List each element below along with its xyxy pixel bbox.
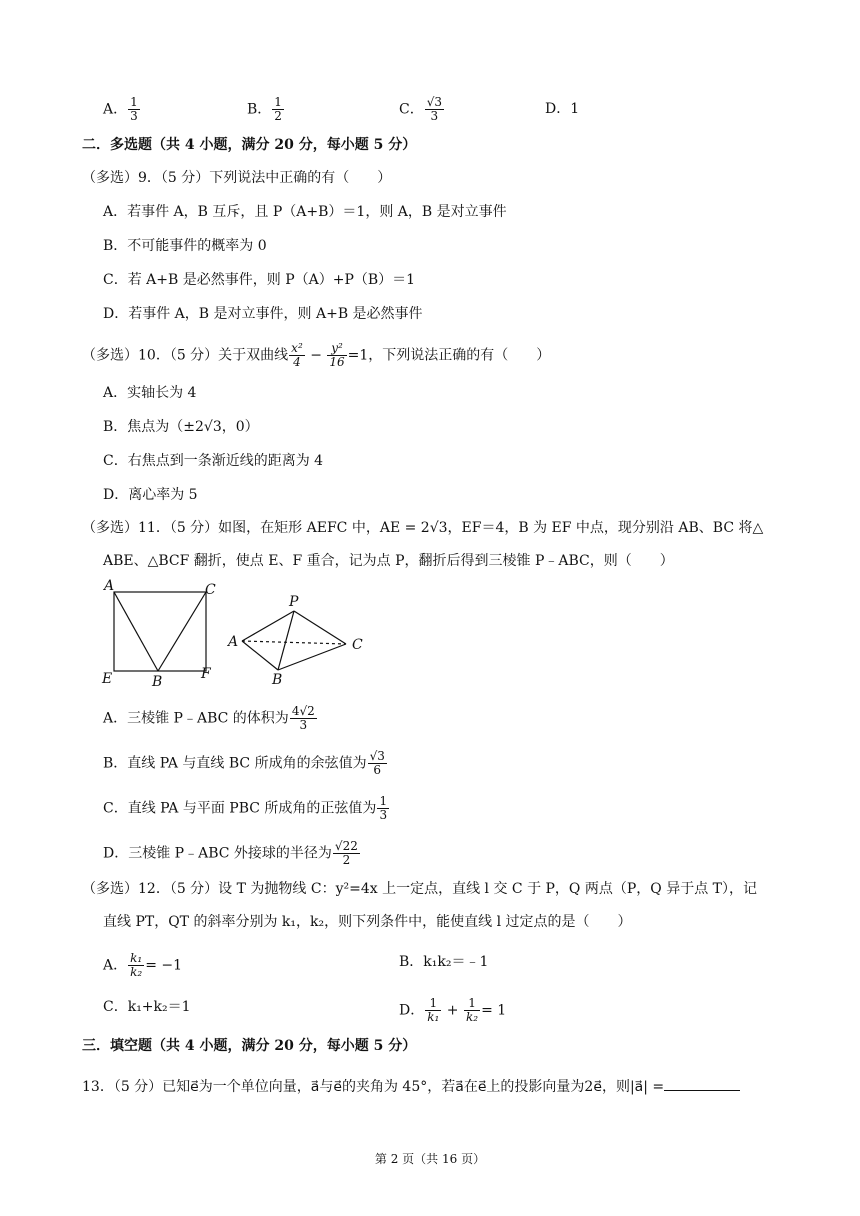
label-e: E xyxy=(102,671,113,687)
q10-option-a: A．实轴长为 4 xyxy=(103,385,197,401)
q10-option-c: C．右焦点到一条渐近线的距离为 4 xyxy=(103,453,324,469)
q12-option-b: B．k₁k₂＝﹣1 xyxy=(399,954,489,970)
q8-option-b: B． $\frac{1}{2}$ xyxy=(247,95,282,123)
label-b: B xyxy=(152,674,163,690)
q9-option-c: C．若 A+B 是必然事件，则 P（A）+P（B）＝1 xyxy=(103,272,416,288)
q11-stem-line2: ABE、△BCF 翻折，使点 E、F 重合，记为点 P，翻折后得到三棱锥 P﹣ABC，则（ ） xyxy=(103,553,674,569)
label-a: A xyxy=(104,578,115,594)
label-c-3d: C xyxy=(352,637,363,653)
q9-option-a: A．若事件 A，B 互斥，且 P（A+B）＝1，则 A，B 是对立事件 xyxy=(103,204,507,220)
q10-stem: （多选）10．（5 分）关于双曲线 $\frac{\text{x²}}{4}$ − $\frac{\text{y²}}{16}$ =1，下列说法正确的有（ ） xyxy=(82,341,551,369)
segment-ab-3d xyxy=(242,641,278,670)
answer-blank[interactable] xyxy=(664,1076,740,1091)
q11-option-c: C．直线 PA 与平面 PBC 所成角的正弦值为 $\frac{1}{3}$ xyxy=(103,794,388,822)
section-heading-multiple-choice: 二．多选题（共 4 小题，满分 20 分，每小题 5 分） xyxy=(82,137,417,153)
segment-ac-hidden xyxy=(242,641,346,644)
q12-option-c: C．k₁+k₂＝1 xyxy=(103,999,191,1015)
segment-cb xyxy=(158,592,206,671)
segment-pb xyxy=(278,611,294,670)
segment-ap xyxy=(242,611,294,641)
q8-option-a: A． $\frac{1}{3}$ xyxy=(103,95,138,123)
label-f: F xyxy=(201,666,211,682)
label-p: P xyxy=(289,594,299,610)
q11-option-b: B．直线 PA 与直线 BC 所成角的余弦值为 $\frac{√3}{6}$ xyxy=(103,749,385,777)
q11-stem-line1: （多选）11．（5 分）如图，在矩形 AEFC 中，AE = 2√3，EF＝4，B 为 EF 中点，现分别沿 AB、BC 将△ xyxy=(82,520,764,536)
q12-stem-line1: （多选）12．（5 分）设 T 为抛物线 C：y²=4x 上一定点，直线 l 交 C 于 P，Q 两点（P，Q 异于点 T），记 xyxy=(82,881,757,897)
q8-option-c: C． $\frac{√3}{3}$ xyxy=(399,95,442,123)
segment-bc-3d xyxy=(278,644,346,670)
q13-stem: 13．（5 分）已知e⃗为一个单位向量，a⃗与e⃗的夹角为 45°，若a⃗在e⃗上的投影向量为2e⃗，则|a⃗| = xyxy=(82,1076,740,1097)
q12-option-a: A． $\frac{\text{k₁}}{\text{k₂}}$ = −1 xyxy=(103,951,183,979)
segment-pc xyxy=(294,611,346,644)
section-heading-fill-in: 三．填空题（共 4 小题，满分 20 分，每小题 5 分） xyxy=(82,1038,417,1054)
q10-option-b: B．焦点为（±2√3，0） xyxy=(103,419,259,435)
q9-option-d: D．若事件 A，B 是对立事件，则 A+B 是必然事件 xyxy=(103,306,423,322)
segment-ab xyxy=(114,592,158,671)
q10-option-d: D．离心率为 5 xyxy=(103,487,198,503)
q11-option-d: D．三棱锥 P﹣ABC 外接球的半径为 $\frac{√22}{2}$ xyxy=(103,839,358,867)
label-c: C xyxy=(205,582,216,598)
q9-option-b: B．不可能事件的概率为 0 xyxy=(103,238,267,254)
q8-option-d: D．1 xyxy=(545,101,580,117)
q12-stem-line2: 直线 PT，QT 的斜率分别为 k₁，k₂，则下列条件中，能使直线 l 过定点的是（ ） xyxy=(103,914,632,930)
q12-option-d: D． $\frac{1}{\text{k₁}}$ + $\frac{1}{\text{k₂}}$ = 1 xyxy=(399,996,507,1024)
rectangle-aefc xyxy=(114,592,206,671)
label-b-3d: B xyxy=(272,672,283,688)
q11-figure xyxy=(96,578,386,690)
q11-option-a: A．三棱锥 P﹣ABC 的体积为 $\frac{4√2}{3}$ xyxy=(103,704,315,732)
q9-stem: （多选）9．（5 分）下列说法中正确的有（ ） xyxy=(82,170,392,186)
page-footer: 第 2 页（共 16 页） xyxy=(374,1152,486,1166)
label-a-3d: A xyxy=(228,634,239,650)
